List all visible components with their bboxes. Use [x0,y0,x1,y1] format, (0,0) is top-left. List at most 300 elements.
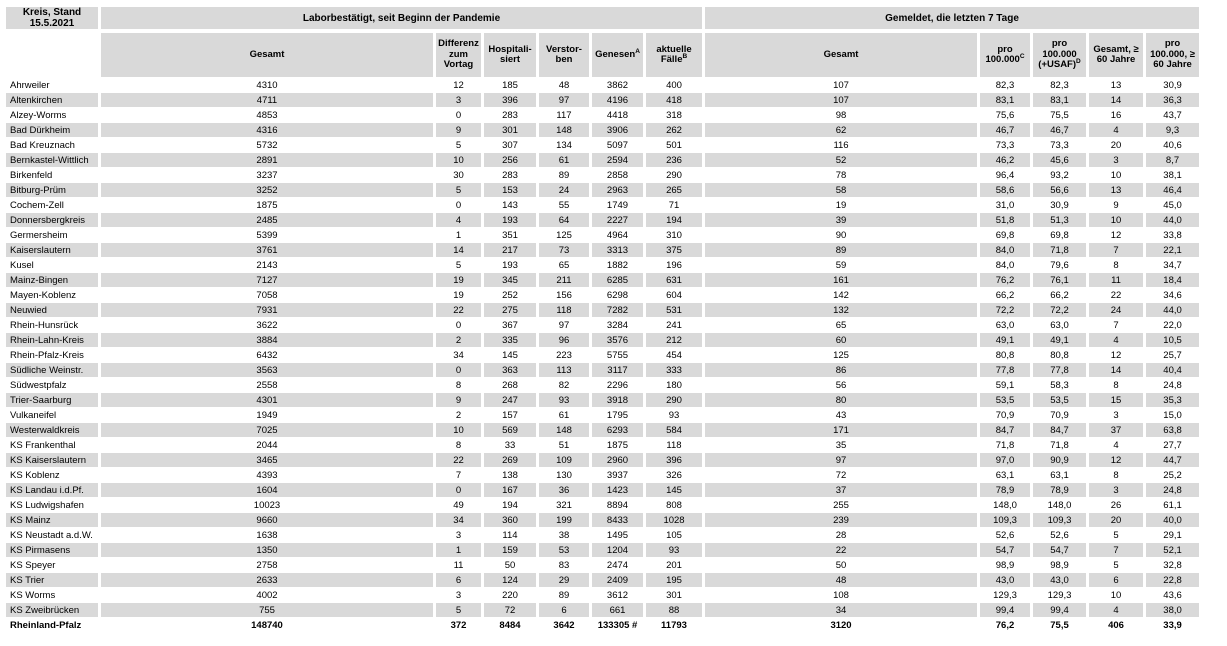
value-cell: 145 [646,483,702,498]
value-cell: 8 [1089,468,1143,483]
value-cell: 255 [705,498,977,513]
column-header-label: Genesen [595,48,636,60]
kreis-name-cell: Rhein-Pfalz-Kreis [6,348,98,363]
value-cell: 55 [539,198,589,213]
value-cell: 1875 [592,438,643,453]
column-header-label: Hospitali-siert [488,43,532,65]
value-cell: 22 [436,303,481,318]
value-cell: 19 [436,288,481,303]
value-cell: 236 [646,153,702,168]
kreis-name-cell: KS Ludwigshafen [6,498,98,513]
column-header-gesamt-pandemie [101,33,433,78]
kreis-name-cell: KS Pirmasens [6,543,98,558]
value-cell: 63,8 [1146,423,1199,438]
table-row [6,603,1199,618]
value-cell: 0 [436,318,481,333]
value-cell: 157 [484,408,536,423]
table-row [6,543,1199,558]
value-cell: 75,6 [980,108,1030,123]
value-cell: 52,6 [980,528,1030,543]
table-row [6,78,1199,93]
kreis-name-cell: KS Trier [6,573,98,588]
value-cell: 88 [646,603,702,618]
value-cell: 96,4 [980,168,1030,183]
value-cell: 8,7 [1146,153,1199,168]
value-cell: 3906 [592,123,643,138]
value-cell: 194 [484,498,536,513]
value-cell: 13 [1089,183,1143,198]
value-cell: 58 [705,183,977,198]
value-cell: 40,0 [1146,513,1199,528]
value-cell: 1882 [592,258,643,273]
value-cell: 69,8 [1033,228,1086,243]
value-cell: 153 [484,183,536,198]
value-cell: 201 [646,558,702,573]
value-cell: 12 [1089,228,1143,243]
kreis-name-cell: Bad Dürkheim [6,123,98,138]
value-cell: 1204 [592,543,643,558]
value-cell: 34 [705,603,977,618]
value-cell: 64 [539,213,589,228]
kreis-name-cell: Kusel [6,258,98,273]
value-cell: 71,8 [1033,243,1086,258]
value-cell: 3761 [101,243,433,258]
value-cell: 43,0 [980,573,1030,588]
value-cell: 1604 [101,483,433,498]
value-cell: 24 [1089,303,1143,318]
kreis-name-cell: KS Worms [6,588,98,603]
value-cell: 45,6 [1033,153,1086,168]
value-cell: 262 [646,123,702,138]
value-cell: 2485 [101,213,433,228]
value-cell: 99,4 [1033,603,1086,618]
value-cell: 256 [484,153,536,168]
value-cell: 531 [646,303,702,318]
value-cell: 38,1 [1146,168,1199,183]
table-row [6,183,1199,198]
value-cell: 75,5 [1033,618,1086,633]
value-cell: 65 [539,258,589,273]
value-cell: 4711 [101,93,433,108]
value-cell: 66,2 [1033,288,1086,303]
column-header-footnote-mark: C [1019,52,1025,60]
value-cell: 84,0 [980,243,1030,258]
kreis-name-cell: KS Kaiserslautern [6,453,98,468]
value-cell: 4 [1089,603,1143,618]
value-cell: 61,1 [1146,498,1199,513]
value-cell: 71,8 [980,438,1030,453]
value-cell: 10,5 [1146,333,1199,348]
kreis-name-cell: Birkenfeld [6,168,98,183]
value-cell: 83 [539,558,589,573]
value-cell: 6432 [101,348,433,363]
kreis-name-cell: Westerwaldkreis [6,423,98,438]
value-cell: 27,7 [1146,438,1199,453]
value-cell: 5 [1089,528,1143,543]
value-cell: 7 [1089,543,1143,558]
value-cell: 3465 [101,453,433,468]
value-cell: 117 [539,108,589,123]
value-cell: 11 [1089,273,1143,288]
value-cell: 63,0 [1033,318,1086,333]
value-cell: 82 [539,378,589,393]
value-cell: 5399 [101,228,433,243]
table-row [6,483,1199,498]
table-row [6,153,1199,168]
value-cell: 63,1 [1033,468,1086,483]
value-cell: 7931 [101,303,433,318]
value-cell: 396 [646,453,702,468]
value-cell: 2 [436,333,481,348]
kreis-name-cell: Ahrweiler [6,78,98,93]
value-cell: 5 [436,603,481,618]
kreis-name-cell: Donnersbergkreis [6,213,98,228]
value-cell: 148 [539,423,589,438]
value-cell: 79,6 [1033,258,1086,273]
value-cell: 20 [1089,513,1143,528]
value-cell: 4316 [101,123,433,138]
value-cell: 51,8 [980,213,1030,228]
value-cell: 78,9 [980,483,1030,498]
value-cell: 283 [484,168,536,183]
value-cell: 9 [436,123,481,138]
value-cell: 109 [539,453,589,468]
value-cell: 83,1 [980,93,1030,108]
value-cell: 14 [1089,93,1143,108]
value-cell: 1795 [592,408,643,423]
value-cell: 118 [539,303,589,318]
value-cell: 148,0 [980,498,1030,513]
kreis-statistics-table [3,7,1202,633]
value-cell: 1875 [101,198,433,213]
value-cell: 73,3 [1033,138,1086,153]
value-cell: 7282 [592,303,643,318]
column-header-verstorben [539,33,589,78]
value-cell: 1638 [101,528,433,543]
table-row [6,288,1199,303]
value-cell: 6293 [592,423,643,438]
value-cell: 77,8 [980,363,1030,378]
value-cell: 25,7 [1146,348,1199,363]
value-cell: 4393 [101,468,433,483]
value-cell: 252 [484,288,536,303]
column-header-footnote-mark: A [635,47,640,55]
value-cell: 83,1 [1033,93,1086,108]
value-cell: 145 [484,348,536,363]
value-cell: 10 [436,153,481,168]
value-cell: 0 [436,108,481,123]
value-cell: 360 [484,513,536,528]
value-cell: 109,3 [980,513,1030,528]
value-cell: 59,1 [980,378,1030,393]
table-row [6,228,1199,243]
value-cell: 5 [436,183,481,198]
value-cell: 98,9 [980,558,1030,573]
kreis-name-cell: Cochem-Zell [6,198,98,213]
value-cell: 43 [705,408,977,423]
table-row [6,243,1199,258]
value-cell: 3612 [592,588,643,603]
value-cell: 73,3 [980,138,1030,153]
corner-header: Kreis, Stand 15.5.2021 [6,7,98,33]
value-cell: 8484 [484,618,536,633]
value-cell: 199 [539,513,589,528]
value-cell: 48 [705,573,977,588]
value-cell: 7 [1089,318,1143,333]
value-cell: 6 [1089,573,1143,588]
value-cell: 18,4 [1146,273,1199,288]
value-cell: 3918 [592,393,643,408]
kreis-name-cell: Neuwied [6,303,98,318]
value-cell: 44,0 [1146,303,1199,318]
value-cell: 84,0 [980,258,1030,273]
value-cell: 82,3 [1033,78,1086,93]
value-cell: 2891 [101,153,433,168]
value-cell: 71,8 [1033,438,1086,453]
section-header-row [6,7,1199,33]
value-cell: 70,9 [980,408,1030,423]
value-cell: 72 [484,603,536,618]
value-cell: 76,2 [980,618,1030,633]
kreis-name-cell: Altenkirchen [6,93,98,108]
kreis-name-cell: Bernkastel-Wittlich [6,153,98,168]
value-cell: 194 [646,213,702,228]
value-cell: 138 [484,468,536,483]
value-cell: 10023 [101,498,433,513]
value-cell: 569 [484,423,536,438]
table-row [6,498,1199,513]
value-cell: 4196 [592,93,643,108]
value-cell: 4853 [101,108,433,123]
value-cell: 180 [646,378,702,393]
value-cell: 372 [436,618,481,633]
table-row [6,393,1199,408]
value-cell: 0 [436,483,481,498]
value-cell: 22,8 [1146,573,1199,588]
value-cell: 43,7 [1146,108,1199,123]
table-row [6,168,1199,183]
value-cell: 76,1 [1033,273,1086,288]
value-cell: 61 [539,153,589,168]
value-cell: 24,8 [1146,378,1199,393]
kreis-name-cell: Germersheim [6,228,98,243]
column-header-hospitalisiert [484,33,536,78]
value-cell: 307 [484,138,536,153]
value-cell: 22,1 [1146,243,1199,258]
value-cell: 78 [705,168,977,183]
value-cell: 98,9 [1033,558,1086,573]
value-cell: 2633 [101,573,433,588]
value-cell: 8 [1089,378,1143,393]
value-cell: 10 [1089,213,1143,228]
value-cell: 269 [484,453,536,468]
value-cell: 301 [646,588,702,603]
value-cell: 43,0 [1033,573,1086,588]
table-row [6,303,1199,318]
value-cell: 3622 [101,318,433,333]
value-cell: 3252 [101,183,433,198]
table-row [6,318,1199,333]
value-cell: 80,8 [1033,348,1086,363]
value-cell: 16 [1089,108,1143,123]
value-cell: 0 [436,363,481,378]
value-cell: 97 [539,93,589,108]
column-header-genesen [592,33,643,78]
value-cell: 148,0 [1033,498,1086,513]
column-header-label: Gesamt [823,48,859,60]
value-cell: 195 [646,573,702,588]
value-cell: 99,4 [980,603,1030,618]
value-cell: 59 [705,258,977,273]
value-cell: 265 [646,183,702,198]
value-cell: 50 [705,558,977,573]
value-cell: 12 [1089,348,1143,363]
value-cell: 114 [484,528,536,543]
value-cell: 2227 [592,213,643,228]
value-cell: 3 [1089,153,1143,168]
value-cell: 375 [646,243,702,258]
value-cell: 38,0 [1146,603,1199,618]
value-cell: 62 [705,123,977,138]
value-cell: 167 [484,483,536,498]
value-cell: 159 [484,543,536,558]
value-cell: 28 [705,528,977,543]
value-cell: 71 [646,198,702,213]
column-header-label: Gesamt, ≥ 60 Jahre [1093,43,1139,65]
value-cell: 290 [646,393,702,408]
value-cell: 29,1 [1146,528,1199,543]
value-cell: 33 [484,438,536,453]
value-cell: 35,3 [1146,393,1199,408]
value-cell: 22,0 [1146,318,1199,333]
value-cell: 113 [539,363,589,378]
value-cell: 5732 [101,138,433,153]
table-row [6,528,1199,543]
value-cell: 22 [436,453,481,468]
value-cell: 93,2 [1033,168,1086,183]
value-cell: 7 [1089,243,1143,258]
column-header-label: Gesamt [249,48,285,60]
value-cell: 125 [705,348,977,363]
value-cell: 84,7 [980,423,1030,438]
value-cell: 34 [436,348,481,363]
value-cell: 37 [1089,423,1143,438]
value-cell: 56,6 [1033,183,1086,198]
value-cell: 283 [484,108,536,123]
value-cell: 631 [646,273,702,288]
value-cell: 19 [436,273,481,288]
value-cell: 3884 [101,333,433,348]
value-cell: 129,3 [1033,588,1086,603]
value-cell: 32,8 [1146,558,1199,573]
section-header-gemeldet: Gemeldet, die letzten 7 Tage [705,7,1199,33]
value-cell: 4310 [101,78,433,93]
value-cell: 24,8 [1146,483,1199,498]
value-cell: 30 [436,168,481,183]
value-cell: 66,2 [980,288,1030,303]
value-cell: 220 [484,588,536,603]
value-cell: 333 [646,363,702,378]
value-cell: 351 [484,228,536,243]
kreis-name-cell: Rheinland-Pfalz [6,618,98,633]
kreis-name-cell: KS Mainz [6,513,98,528]
table-row [6,408,1199,423]
value-cell: 63,0 [980,318,1030,333]
value-cell: 13 [1089,78,1143,93]
table-row [6,198,1199,213]
value-cell: 2 [436,408,481,423]
value-cell: 97,0 [980,453,1030,468]
table-row [6,513,1199,528]
value-cell: 2143 [101,258,433,273]
table-row [6,213,1199,228]
value-cell: 4301 [101,393,433,408]
value-cell: 132 [705,303,977,318]
value-cell: 6 [539,603,589,618]
kreis-name-cell: KS Neustadt a.d.W. [6,528,98,543]
value-cell: 52,6 [1033,528,1086,543]
column-header-label: aktuelle Fälle [656,43,692,65]
value-cell: 77,8 [1033,363,1086,378]
value-cell: 134 [539,138,589,153]
value-cell: 9 [436,393,481,408]
value-cell: 247 [484,393,536,408]
value-cell: 14 [436,243,481,258]
covid-statistics-page [0,7,1227,646]
value-cell: 11793 [646,618,702,633]
value-cell: 2963 [592,183,643,198]
value-cell: 211 [539,273,589,288]
corner-blank-cell [6,33,98,78]
value-cell: 34,7 [1146,258,1199,273]
table-row [6,123,1199,138]
value-cell: 454 [646,348,702,363]
value-cell: 70,9 [1033,408,1086,423]
value-cell: 50 [484,558,536,573]
value-cell: 4964 [592,228,643,243]
value-cell: 193 [484,213,536,228]
value-cell: 10 [1089,168,1143,183]
value-cell: 124 [484,573,536,588]
value-cell: 37 [705,483,977,498]
value-cell: 3284 [592,318,643,333]
total-row [6,618,1199,633]
value-cell: 363 [484,363,536,378]
value-cell: 80 [705,393,977,408]
value-cell: 52 [705,153,977,168]
value-cell: 40,6 [1146,138,1199,153]
value-cell: 31,0 [980,198,1030,213]
value-cell: 604 [646,288,702,303]
column-header-differenz-vortag [436,33,481,78]
value-cell: 49 [436,498,481,513]
value-cell: 10 [436,423,481,438]
value-cell: 3642 [539,618,589,633]
value-cell: 2594 [592,153,643,168]
value-cell: 406 [1089,618,1143,633]
value-cell: 15 [1089,393,1143,408]
kreis-name-cell: Südwestpfalz [6,378,98,393]
value-cell: 118 [646,438,702,453]
table-row [6,333,1199,348]
value-cell: 217 [484,243,536,258]
value-cell: 8 [1089,258,1143,273]
value-cell: 1028 [646,513,702,528]
value-cell: 86 [705,363,977,378]
value-cell: 30,9 [1033,198,1086,213]
kreis-name-cell: Trier-Saarburg [6,393,98,408]
table-row [6,468,1199,483]
